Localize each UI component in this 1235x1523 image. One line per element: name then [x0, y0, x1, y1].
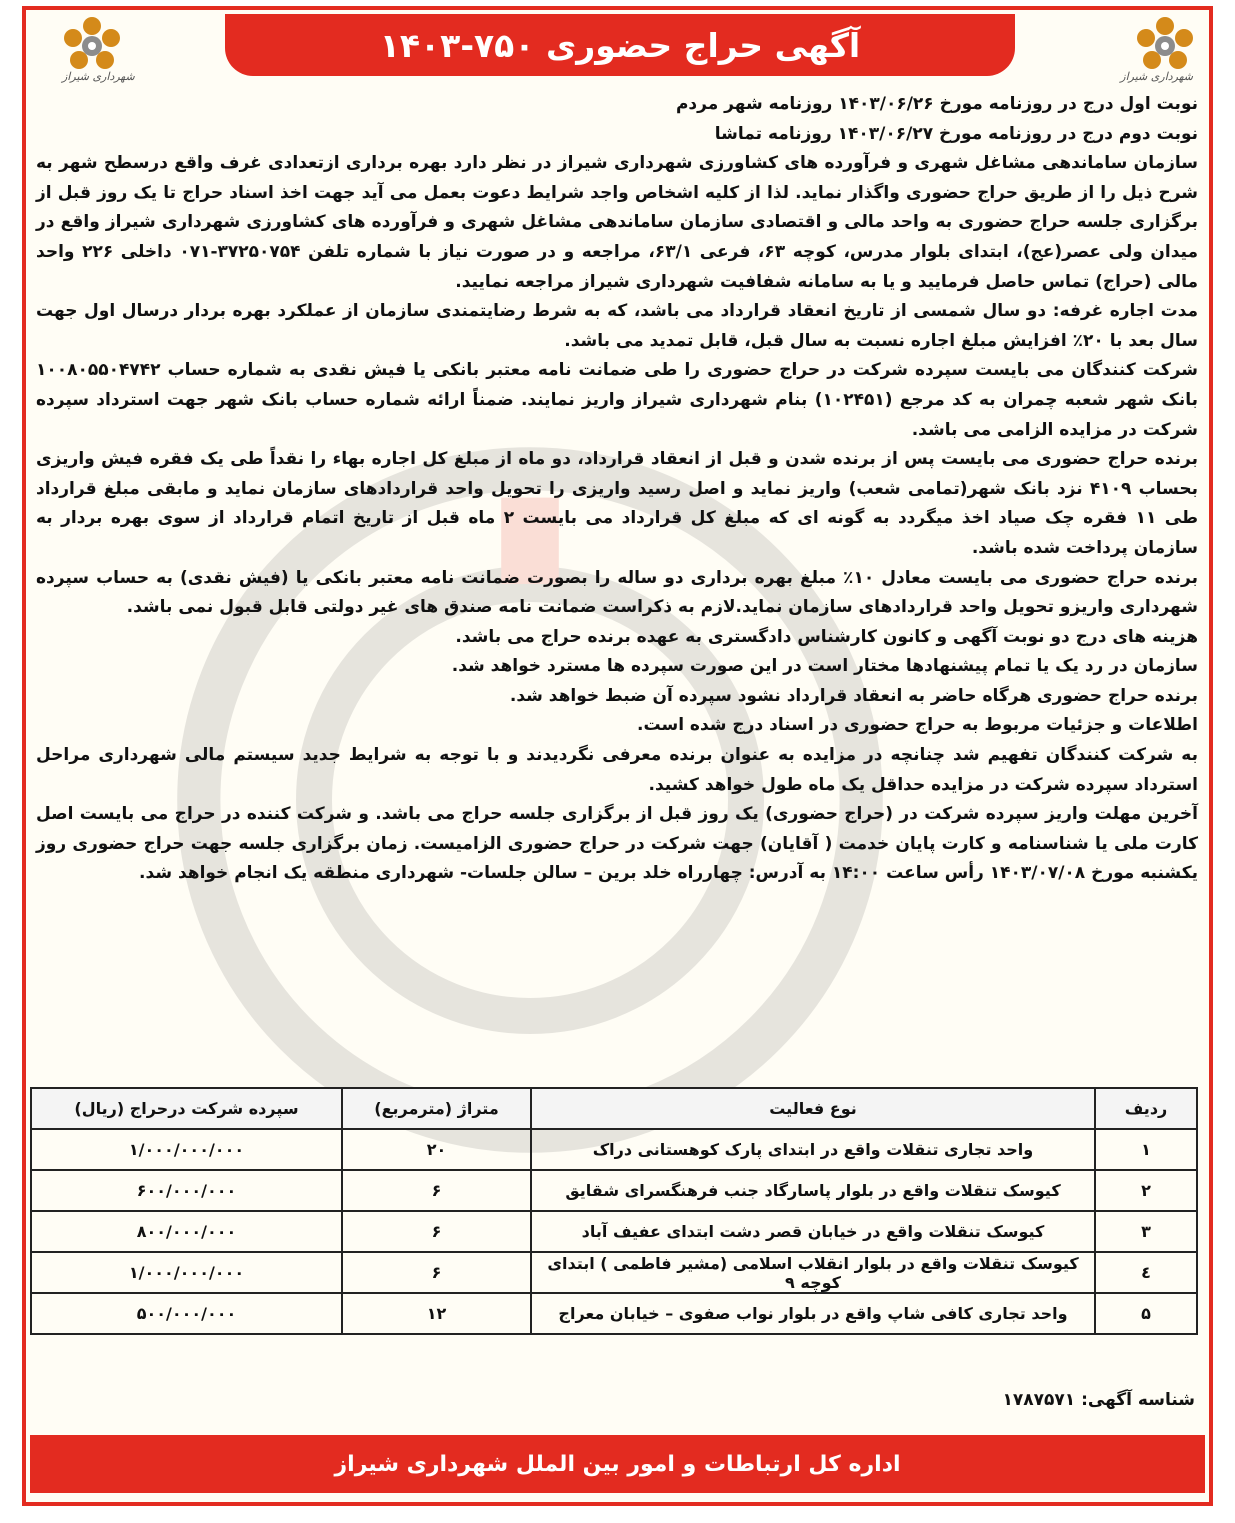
title-text: آگهی حراج حضوری ۷۵۰-۱۴۰۳	[379, 25, 861, 65]
cell-area: ۱۲	[342, 1293, 531, 1334]
paragraph: شرکت کنندگان می بایست سپرده شرکت در حراج حضوری را طی ضمانت نامه معتبر بانکی یا فیش نقدی به شماره حساب ۱۰۰۸۰۵۵۰۴۷۴۲ بانک شهر شعبه چمران به کد مرجع (۱۰۲۴۵۱) بنام شهرداری شیراز واریز نمایند. ضمناً ارائه شماره حساب بانک شهر جهت استرداد سپرده شرکت در مزایده الزامی می باشد.	[36, 360, 1198, 440]
paragraph: به شرکت کنندگان تفهیم شد چنانچه در مزایده به عنوان برنده معرفی نگردیدند و با توجه به شرایط جدید سیستم مالی شهرداری مراحل استرداد سپرده شرکت در مزایده حداقل یک ماه طول خواهد کشید.	[36, 745, 1198, 795]
paragraph: مدت اجاره غرفه: دو سال شمسی از تاریخ انعقاد قرارداد می باشد، که به شرط رضایتمندی سازمان از عملکرد بهره بردار درسال اول جهت سال بعد با ۲۰٪ افزایش مبلغ اجاره نسبت به سال قبل، قابل تمدید می باشد.	[36, 301, 1198, 351]
footer-text: اداره کل ارتباطات و امور بین الملل شهرداری شیراز	[334, 1451, 901, 1477]
announcement-body	[36, 90, 1198, 889]
header-activity: نوع فعالیت	[531, 1088, 1095, 1129]
table-row	[31, 1252, 1197, 1293]
auction-items-table	[30, 1087, 1198, 1335]
cell-activity: کیوسک تنقلات واقع در بلوار پاسارگاد جنب فرهنگسرای شقایق	[531, 1170, 1095, 1211]
cell-row-number: ۵	[1095, 1293, 1197, 1334]
cell-activity: کیوسک تنقلات واقع در بلوار انقلاب اسلامی (مشیر فاطمی ) ابتدای کوچه ۹	[531, 1252, 1095, 1293]
cell-row-number: ۲	[1095, 1170, 1197, 1211]
header-area: متراژ (مترمربع)	[342, 1088, 531, 1129]
header-row-number: ردیف	[1095, 1088, 1197, 1129]
cell-row-number: ۳	[1095, 1211, 1197, 1252]
table-row	[31, 1170, 1197, 1211]
paragraph: هزینه های درج دو نوبت آگهی و کانون کارشناس دادگستری به عهده برنده حراج می باشد.	[455, 626, 1198, 647]
paragraph: نوبت اول درج در روزنامه مورخ ۱۴۰۳/۰۶/۲۶ روزنامه شهر مردم	[675, 94, 1198, 114]
paragraph: برنده حراج حضوری هرگاه حاضر به انعقاد قرارداد نشود سپرده آن ضبط خواهد شد.	[509, 685, 1198, 706]
paragraph: برنده حراج حضوری می بایست پس از برنده شدن و قبل از انعقاد قرارداد، دو ماه از مبلغ کل اجاره بهاء را نقداً طی یک فقره فیش واریزی بحساب ۴۱۰۹ نزد بانک شهر(تمامی شعب) واریز نماید و اصل رسید واریزی را تحویل واحد قراردادهای سازمان نماید و مابقی مبلغ قرارداد طی ۱۱ فقره چک صیاد اخذ میگردد به گونه ای که مبلغ کل قرارداد می بایست ۲ ماه قبل از تاریخ اتمام قرارداد از سوی بهره بردار به سازمان پرداخت شده باشد.	[36, 449, 1198, 558]
cell-activity: واحد تجاری کافی شاپ واقع در بلوار نواب صفوی – خیابان معراج	[531, 1293, 1095, 1334]
cell-area: ۲۰	[342, 1129, 531, 1170]
cell-deposit: ۶۰۰/۰۰۰/۰۰۰	[31, 1170, 342, 1211]
paragraph: سازمان در رد یک یا تمام پیشنهادها مختار است در این صورت سپرده ها مسترد خواهد شد.	[451, 656, 1198, 677]
municipality-logo-icon	[62, 14, 122, 78]
municipality-logo-icon	[1135, 14, 1195, 78]
ad-identifier	[1003, 1390, 1195, 1410]
paragraph: نوبت دوم درج در روزنامه مورخ ۱۴۰۳/۰۶/۲۷ روزنامه تماشا	[714, 123, 1198, 144]
table-row	[31, 1211, 1197, 1252]
cell-row-number: ٤	[1095, 1252, 1197, 1293]
paragraph: برنده حراج حضوری می بایست معادل ۱۰٪ مبلغ بهره برداری دو ساله را بصورت ضمانت نامه معتبر بانکی یا (فیش نقدی) به حساب سپرده شهرداری واریزو تحویل واحد قراردادهای سازمان نماید.لازم به ذکراست ضمانت نامه صندق های غیر دولتی قابل قبول نمی باشد.	[36, 567, 1198, 618]
table-row	[31, 1129, 1197, 1170]
footer-banner	[30, 1435, 1205, 1493]
cell-deposit: ۱/۰۰۰/۰۰۰/۰۰۰	[31, 1252, 342, 1293]
cell-deposit: ۱/۰۰۰/۰۰۰/۰۰۰	[31, 1129, 342, 1170]
cell-area: ۶	[342, 1170, 531, 1211]
page-title	[225, 14, 1015, 76]
paragraph: سازمان ساماندهی مشاغل شهری و فرآورده های کشاورزی شهرداری شیراز در نظر دارد بهره برداری ازتعدادی غرف واقع درسطح شهر به شرح ذیل را از طریق حراج حضوری واگذار نماید. لذا از کلیه اشخاص واجد شرایط دعوت بعمل می آید جهت اخذ اسناد حراج تا یک روز قبل از برگزاری جلسه حراج حضوری به واحد مالی و اقتصادی سازمان ساماندهی مشاغل شهری و فرآورده های کشاورزی شهرداری شیراز واقع در میدان ولی عصر(عج)، ابتدای بلوار مدرس، کوچه ۶۳، فرعی ۶۳/۱، مراجعه و در صورت نیاز با شماره تلفن ۳۷۲۵۰۷۵۴-۰۷۱ داخلی ۲۲۶ واحد مالی (حراج) تماس حاصل فرمایید و یا به سامانه شفافیت شهرداری شیراز مراجعه نمایید.	[36, 153, 1198, 292]
ad-id-label: شناسه آگهی:	[1081, 1390, 1195, 1410]
table-row	[31, 1293, 1197, 1334]
cell-row-number: ۱	[1095, 1129, 1197, 1170]
cell-area: ۶	[342, 1252, 531, 1293]
cell-activity: واحد تجاری تنقلات واقع در ابتدای پارک کوهستانی دراک	[531, 1129, 1095, 1170]
cell-deposit: ۵۰۰/۰۰۰/۰۰۰	[31, 1293, 342, 1334]
logo-caption-left: شهرداری شیراز	[62, 70, 135, 83]
paragraph: اطلاعات و جزئیات مربوط به حراج حضوری در اسناد درج شده است.	[637, 715, 1198, 736]
cell-deposit: ۸۰۰/۰۰۰/۰۰۰	[31, 1211, 342, 1252]
table-header-row	[31, 1088, 1197, 1129]
cell-area: ۶	[342, 1211, 531, 1252]
cell-activity: کیوسک تنقلات واقع در خیابان قصر دشت ابتدای عفیف آباد	[531, 1211, 1095, 1252]
header-deposit: سپرده شرکت درحراج (ریال)	[31, 1088, 342, 1129]
paragraph: آخرین مهلت واریز سپرده شرکت در (حراج حضوری) یک روز قبل از برگزاری جلسه حراج می باشد. و شرکت کننده در حراج می بایست اصل کارت ملی یا شناسنامه و کارت پایان خدمت ( آقایان) جهت شرکت در حراج حضوری الزامیست. زمان برگزاری جلسه جهت حراج حضوری روز یکشنبه مورخ ۱۴۰۳/۰۷/۰۸ رأس ساعت ۱۴:۰۰ به آدرس: چهارراه خلد برین – سالن جلسات- شهرداری منطقه یک انجام خواهد شد.	[36, 804, 1198, 884]
logo-caption-right: شهرداری شیراز	[1120, 70, 1193, 83]
ad-id-value: ۱۷۸۷۵۷۱	[1002, 1390, 1076, 1410]
